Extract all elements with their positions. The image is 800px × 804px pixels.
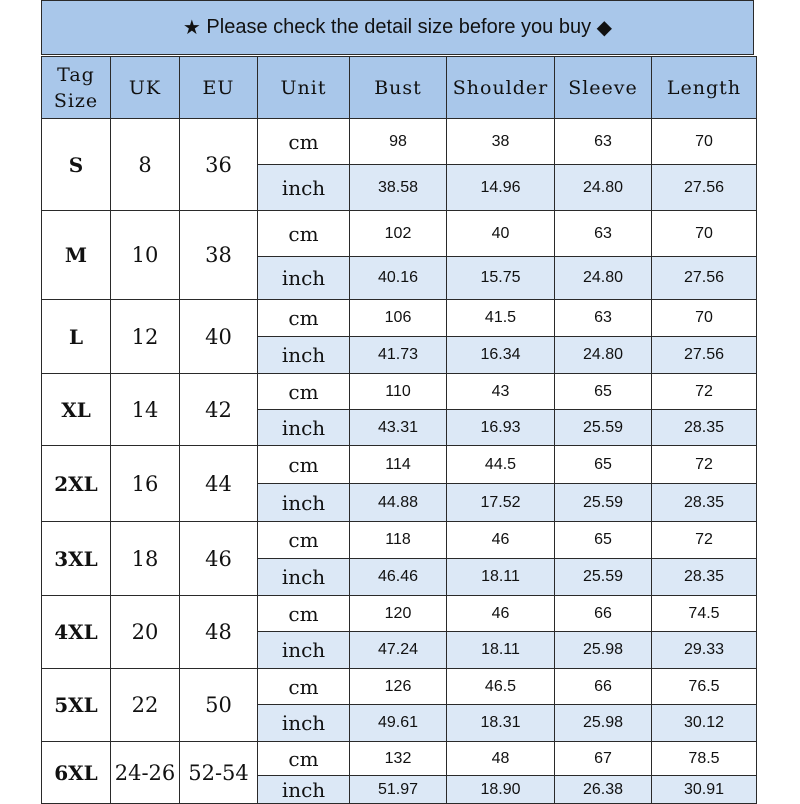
length-value: 28.35 [652, 559, 757, 596]
sleeve-value: 65 [555, 522, 652, 559]
unit-label: inch [258, 776, 350, 804]
shoulder-value: 46 [447, 596, 555, 632]
bust-value: 44.88 [350, 484, 447, 522]
eu-size-cell: 40 [180, 300, 258, 374]
shoulder-value: 18.11 [447, 559, 555, 596]
size-row-cm [42, 446, 757, 484]
tag-size-cell: 3XL [42, 522, 111, 596]
uk-size-cell: 14 [111, 374, 180, 446]
unit-label: cm [258, 669, 350, 705]
sleeve-value: 26.38 [555, 776, 652, 804]
unit-label: inch [258, 632, 350, 669]
size-row-cm [42, 742, 757, 776]
shoulder-value: 18.11 [447, 632, 555, 669]
uk-size-cell: 8 [111, 119, 180, 211]
uk-size-cell: 18 [111, 522, 180, 596]
sleeve-value: 66 [555, 596, 652, 632]
eu-size-cell: 48 [180, 596, 258, 669]
tag-size-cell: L [42, 300, 111, 374]
eu-size-cell: 50 [180, 669, 258, 742]
sleeve-value: 24.80 [555, 337, 652, 374]
bust-value: 110 [350, 374, 447, 410]
tag-size-cell: 5XL [42, 669, 111, 742]
sleeve-value: 65 [555, 446, 652, 484]
bust-value: 98 [350, 119, 447, 165]
bust-value: 51.97 [350, 776, 447, 804]
unit-label: cm [258, 119, 350, 165]
tag-size-cell: XL [42, 374, 111, 446]
size-row-cm [42, 300, 757, 337]
shoulder-value: 46.5 [447, 669, 555, 705]
eu-size-cell: 44 [180, 446, 258, 522]
sleeve-value: 25.59 [555, 559, 652, 596]
eu-size-cell: 52-54 [180, 742, 258, 804]
header-uk: UK [111, 57, 180, 119]
length-value: 29.33 [652, 632, 757, 669]
tag-size-cell: 4XL [42, 596, 111, 669]
length-value: 30.91 [652, 776, 757, 804]
length-value: 27.56 [652, 165, 757, 211]
length-value: 28.35 [652, 484, 757, 522]
size-row-cm [42, 211, 757, 257]
unit-label: cm [258, 522, 350, 559]
unit-label: cm [258, 211, 350, 257]
shoulder-value: 15.75 [447, 257, 555, 300]
banner-text: Please check the detail size before you buy [206, 16, 592, 38]
shoulder-value: 48 [447, 742, 555, 776]
eu-size-cell: 36 [180, 119, 258, 211]
bust-value: 126 [350, 669, 447, 705]
size-chart-table [41, 56, 757, 804]
size-row-cm [42, 374, 757, 410]
shoulder-value: 16.34 [447, 337, 555, 374]
header-bust: Bust [350, 57, 447, 119]
header-unit: Unit [258, 57, 350, 119]
header-length: Length [652, 57, 757, 119]
eu-size-cell: 42 [180, 374, 258, 446]
star-icon: ★ [182, 17, 201, 39]
shoulder-value: 18.31 [447, 705, 555, 742]
unit-label: inch [258, 705, 350, 742]
sleeve-value: 25.59 [555, 484, 652, 522]
sleeve-value: 63 [555, 211, 652, 257]
unit-label: inch [258, 337, 350, 374]
shoulder-value: 38 [447, 119, 555, 165]
bust-value: 102 [350, 211, 447, 257]
length-value: 72 [652, 374, 757, 410]
length-value: 30.12 [652, 705, 757, 742]
unit-label: cm [258, 374, 350, 410]
unit-label: cm [258, 446, 350, 484]
eu-size-cell: 46 [180, 522, 258, 596]
size-chart-banner [41, 0, 754, 55]
length-value: 27.56 [652, 337, 757, 374]
length-value: 74.5 [652, 596, 757, 632]
tag-size-cell: 2XL [42, 446, 111, 522]
unit-label: cm [258, 300, 350, 337]
uk-size-cell: 22 [111, 669, 180, 742]
bust-value: 132 [350, 742, 447, 776]
uk-size-cell: 24-26 [111, 742, 180, 804]
length-value: 27.56 [652, 257, 757, 300]
shoulder-value: 40 [447, 211, 555, 257]
unit-label: inch [258, 410, 350, 446]
shoulder-value: 46 [447, 522, 555, 559]
sleeve-value: 65 [555, 374, 652, 410]
bust-value: 118 [350, 522, 447, 559]
size-row-cm [42, 522, 757, 559]
bust-value: 106 [350, 300, 447, 337]
size-row-cm [42, 596, 757, 632]
sleeve-value: 25.98 [555, 705, 652, 742]
tag-size-cell: S [42, 119, 111, 211]
bust-value: 38.58 [350, 165, 447, 211]
length-value: 70 [652, 300, 757, 337]
shoulder-value: 43 [447, 374, 555, 410]
unit-label: cm [258, 742, 350, 776]
length-value: 76.5 [652, 669, 757, 705]
header-row [42, 57, 757, 119]
bust-value: 43.31 [350, 410, 447, 446]
unit-label: inch [258, 484, 350, 522]
length-value: 72 [652, 446, 757, 484]
header-tag-size: Tag Size [42, 57, 111, 119]
unit-label: inch [258, 257, 350, 300]
shoulder-value: 41.5 [447, 300, 555, 337]
sleeve-value: 25.98 [555, 632, 652, 669]
unit-label: inch [258, 165, 350, 211]
bust-value: 40.16 [350, 257, 447, 300]
bust-value: 114 [350, 446, 447, 484]
sleeve-value: 66 [555, 669, 652, 705]
header-sleeve: Sleeve [555, 57, 652, 119]
tag-size-cell: 6XL [42, 742, 111, 804]
shoulder-value: 18.90 [447, 776, 555, 804]
length-value: 70 [652, 211, 757, 257]
eu-size-cell: 38 [180, 211, 258, 300]
uk-size-cell: 16 [111, 446, 180, 522]
header-eu: EU [180, 57, 258, 119]
length-value: 72 [652, 522, 757, 559]
length-value: 78.5 [652, 742, 757, 776]
sleeve-value: 25.59 [555, 410, 652, 446]
uk-size-cell: 20 [111, 596, 180, 669]
shoulder-value: 44.5 [447, 446, 555, 484]
sleeve-value: 24.80 [555, 165, 652, 211]
bust-value: 120 [350, 596, 447, 632]
length-value: 28.35 [652, 410, 757, 446]
sleeve-value: 63 [555, 300, 652, 337]
diamond-icon: ◆ [596, 17, 613, 39]
bust-value: 47.24 [350, 632, 447, 669]
sleeve-value: 67 [555, 742, 652, 776]
shoulder-value: 16.93 [447, 410, 555, 446]
bust-value: 41.73 [350, 337, 447, 374]
unit-label: inch [258, 559, 350, 596]
bust-value: 49.61 [350, 705, 447, 742]
uk-size-cell: 10 [111, 211, 180, 300]
sleeve-value: 24.80 [555, 257, 652, 300]
unit-label: cm [258, 596, 350, 632]
shoulder-value: 14.96 [447, 165, 555, 211]
tag-size-cell: M [42, 211, 111, 300]
shoulder-value: 17.52 [447, 484, 555, 522]
header-shoulder: Shoulder [447, 57, 555, 119]
sleeve-value: 63 [555, 119, 652, 165]
size-row-cm [42, 119, 757, 165]
uk-size-cell: 12 [111, 300, 180, 374]
bust-value: 46.46 [350, 559, 447, 596]
length-value: 70 [652, 119, 757, 165]
size-row-cm [42, 669, 757, 705]
